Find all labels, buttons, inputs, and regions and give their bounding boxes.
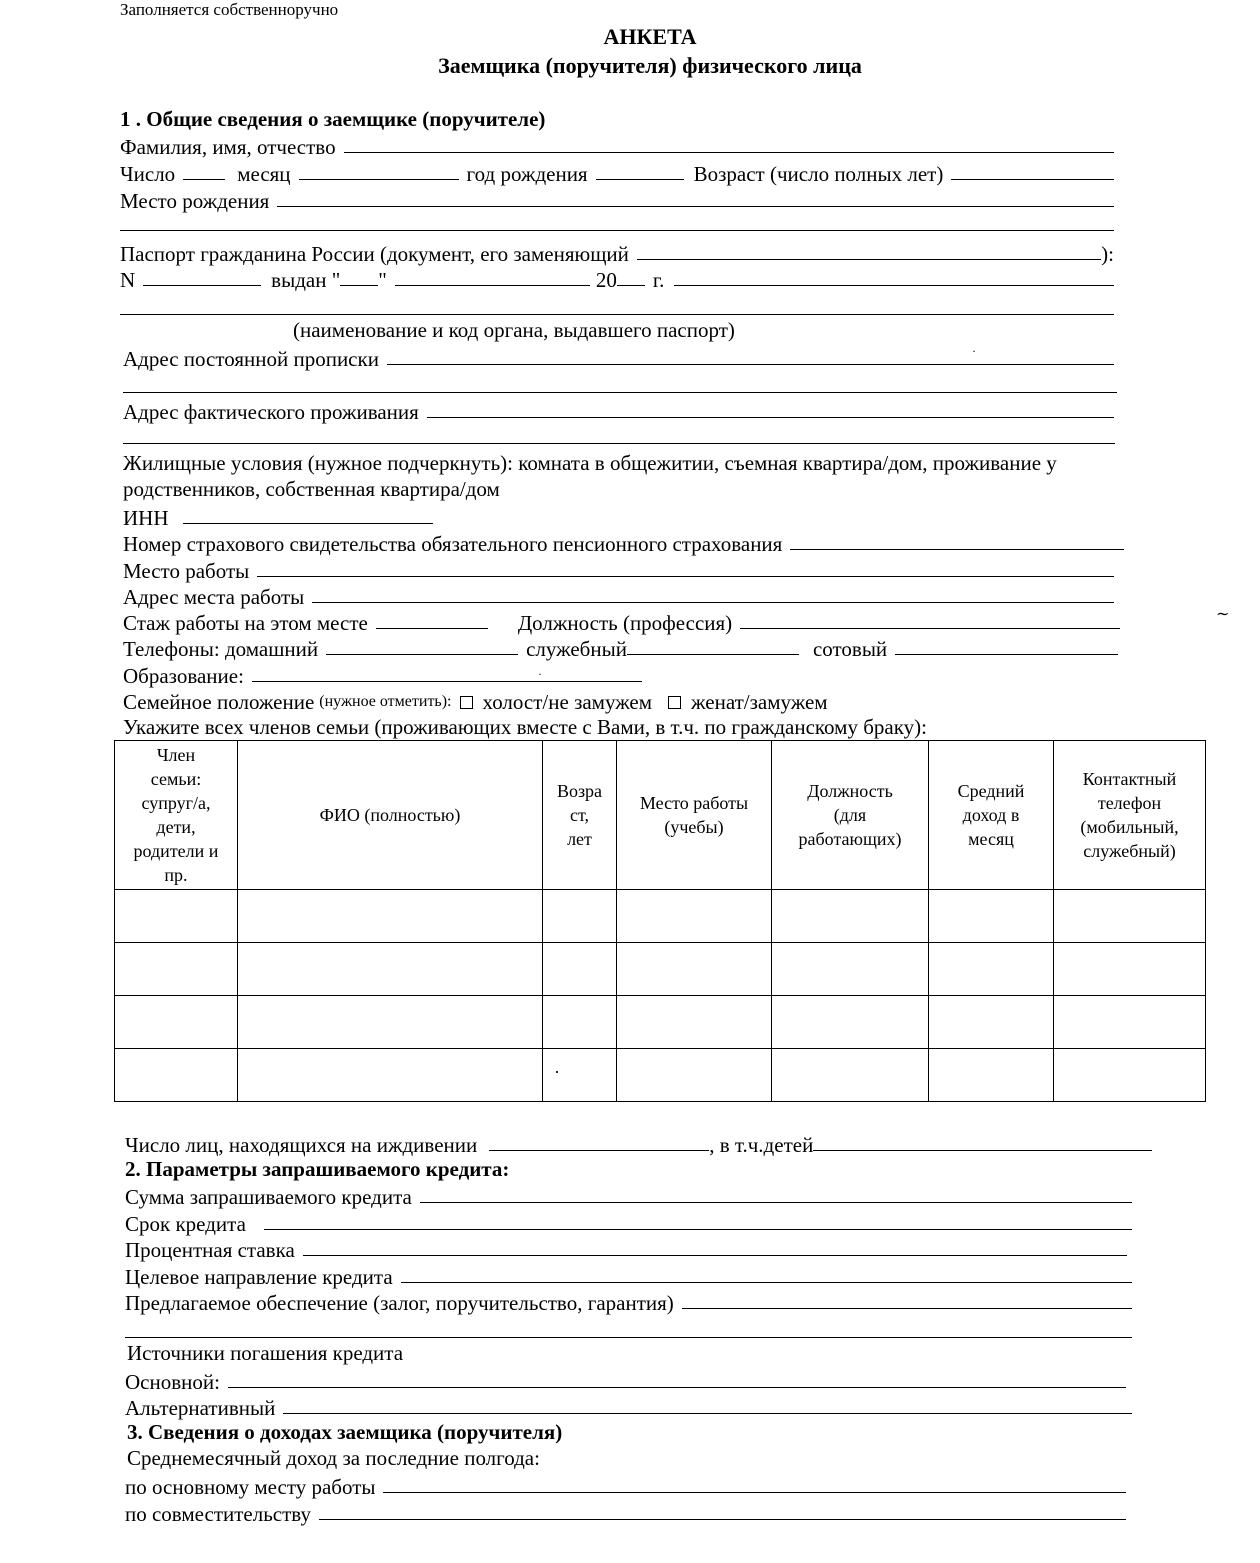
family-table-cell[interactable] xyxy=(1054,943,1206,996)
form-subtitle: Заемщика (поручителя) физического лица xyxy=(438,53,862,78)
main-job-income-field[interactable] xyxy=(383,1474,1126,1493)
work-place-field[interactable] xyxy=(257,558,1114,577)
part-time-income-row xyxy=(125,1499,1126,1525)
family-table-cell[interactable] xyxy=(617,996,772,1049)
tenure-row xyxy=(123,608,1120,634)
work-phone-label: служебный xyxy=(526,637,627,661)
actual-address-row xyxy=(123,397,1114,423)
part-time-income-label: по совместительству xyxy=(125,1502,311,1526)
section1-heading: 1 . Общие сведения о заемщике (поручителе) xyxy=(120,107,546,131)
fio-row xyxy=(120,132,1114,158)
issued-label: выдан " xyxy=(271,268,341,292)
family-table-header-cell: Должность (для работающих) xyxy=(772,741,929,890)
housing-line2: родственников, собственная квартира/дом xyxy=(123,477,500,501)
marital-hint: (нужное отметить): xyxy=(319,693,452,710)
header-note: Заполняется собственноручно xyxy=(120,0,339,19)
passport-row xyxy=(120,239,1114,265)
form-title: АНКЕТА xyxy=(603,24,697,49)
snils-row xyxy=(123,529,1124,555)
marital-label: Семейное положение xyxy=(123,690,315,714)
tenure-field[interactable] xyxy=(376,610,488,629)
term-row xyxy=(125,1209,1132,1235)
rate-field[interactable] xyxy=(303,1237,1127,1256)
sources-label: Источники погашения кредита xyxy=(127,1341,404,1365)
family-table-cell[interactable] xyxy=(772,943,929,996)
family-table-cell[interactable] xyxy=(617,943,772,996)
alt-source-row xyxy=(125,1393,1132,1419)
amount-label: Сумма запрашиваемого кредита xyxy=(125,1185,412,1209)
family-table xyxy=(114,740,1206,1102)
work-place-row xyxy=(123,556,1114,582)
alt-source-label: Альтернативный xyxy=(125,1396,276,1420)
work-place-label: Место работы xyxy=(123,559,250,583)
passport-n-label: N xyxy=(120,268,136,292)
main-job-income-label: по основному месту работы xyxy=(125,1475,376,1499)
reg-address-row xyxy=(123,344,1114,370)
family-table-row xyxy=(115,1049,1206,1102)
education-field[interactable] xyxy=(252,663,642,682)
term-field[interactable] xyxy=(264,1211,1132,1230)
family-table-cell[interactable] xyxy=(1054,890,1206,943)
single-option-label: холост/не замужем xyxy=(482,690,653,714)
marital-row xyxy=(123,687,1114,713)
part-time-income-field[interactable] xyxy=(319,1501,1126,1520)
collateral-field-line2[interactable] xyxy=(125,1337,1132,1338)
family-table-cell[interactable] xyxy=(115,1049,238,1102)
month-field[interactable] xyxy=(299,161,459,180)
family-table-cell[interactable] xyxy=(543,890,617,943)
collateral-label: Предлагаемое обеспечение (залог, поручительство, гарантия) xyxy=(125,1291,674,1315)
tenure-label: Стаж работы на этом месте xyxy=(123,611,368,635)
mobile-label: сотовый xyxy=(812,637,888,661)
family-table-header-cell: Средний доход в месяц xyxy=(929,741,1054,890)
family-table-body xyxy=(115,890,1206,1102)
purpose-row xyxy=(125,1262,1132,1288)
work-address-field[interactable] xyxy=(312,584,1114,603)
day-label: Число xyxy=(120,162,176,186)
issued-day-field[interactable] xyxy=(340,267,378,286)
reg-address-label: Адрес постоянной прописки xyxy=(123,347,379,371)
scan-speck: · xyxy=(538,667,542,681)
main-source-label: Основной: xyxy=(125,1370,220,1394)
family-table-cell[interactable] xyxy=(929,943,1054,996)
inn-field[interactable] xyxy=(183,505,433,524)
age-field[interactable] xyxy=(951,161,1114,180)
amount-row xyxy=(125,1182,1132,1208)
family-table-header-cell: Контактный телефон (мобильный, служебный) xyxy=(1054,741,1206,890)
day-field[interactable] xyxy=(183,161,225,180)
actual-address-label: Адрес фактического проживания xyxy=(123,400,419,424)
collateral-field[interactable] xyxy=(682,1290,1132,1309)
amount-field[interactable] xyxy=(420,1184,1132,1203)
birthplace-row xyxy=(120,186,1114,212)
fio-label: Фамилия, имя, отчество xyxy=(120,135,336,159)
issued-year-field[interactable] xyxy=(617,267,645,286)
family-table-cell[interactable] xyxy=(543,943,617,996)
dependents-label: Число лиц, находящихся на иждивении xyxy=(125,1133,478,1157)
family-table-header-cell: Член семьи: супруг/а, дети, родители и пр. xyxy=(115,741,238,890)
family-table-cell[interactable] xyxy=(238,996,543,1049)
dependents-field[interactable] xyxy=(489,1132,709,1151)
purpose-field[interactable] xyxy=(401,1264,1132,1283)
actual-address-field-line2[interactable] xyxy=(123,443,1115,444)
term-label: Срок кредита xyxy=(125,1212,246,1236)
family-table-cell[interactable] xyxy=(115,996,238,1049)
family-table-cell[interactable] xyxy=(772,890,929,943)
section2-heading: 2. Параметры запрашиваемого кредита: xyxy=(125,1157,510,1181)
snils-label: Номер страхового свидетельства обязательного пенсионного страхования xyxy=(123,532,783,556)
work-phone-field[interactable] xyxy=(627,636,799,655)
section3-heading: 3. Сведения о доходах заемщика (поручителя) xyxy=(127,1420,563,1444)
collateral-row xyxy=(125,1288,1132,1314)
children-label: , в т.ч.детей xyxy=(709,1133,814,1157)
phones-label: Телефоны: домашний xyxy=(123,637,319,661)
family-table-cell[interactable] xyxy=(115,943,238,996)
scan-speck: ∼ xyxy=(1216,606,1230,623)
work-address-label: Адрес места работы xyxy=(123,585,305,609)
century-label: 20 xyxy=(595,268,617,292)
alt-source-field[interactable] xyxy=(283,1395,1132,1414)
married-checkbox[interactable] xyxy=(668,696,681,709)
month-label: месяц xyxy=(237,162,291,186)
family-table-cell[interactable] xyxy=(115,890,238,943)
passport-label: Паспорт гражданина России (документ, его заменяющий xyxy=(120,242,629,266)
birth-date-row xyxy=(120,159,1114,185)
family-table-cell[interactable] xyxy=(929,1049,1054,1102)
passport-doc-field[interactable] xyxy=(637,241,1101,260)
family-table-cell[interactable] xyxy=(238,943,543,996)
family-table-row xyxy=(115,890,1206,943)
inn-label: ИНН xyxy=(123,506,169,530)
snils-field[interactable] xyxy=(790,531,1124,550)
family-table-cell[interactable] xyxy=(238,1049,543,1102)
family-table-header-row xyxy=(115,741,1206,890)
married-option-label: женат/замужем xyxy=(691,690,828,714)
family-table-row xyxy=(115,996,1206,1049)
family-table-header-cell: ФИО (полностью) xyxy=(238,741,543,890)
passport-number-field[interactable] xyxy=(143,267,261,286)
issued-month-field[interactable] xyxy=(395,267,590,286)
family-table-cell[interactable] xyxy=(772,996,929,1049)
family-table-row xyxy=(115,943,1206,996)
family-table-cell[interactable] xyxy=(617,1049,772,1102)
birthplace-label: Место рождения xyxy=(120,189,270,213)
passport-close: ): xyxy=(1101,242,1114,266)
rate-row xyxy=(125,1235,1127,1261)
position-label: Должность (профессия) xyxy=(517,611,733,635)
scan-speck: · xyxy=(972,344,976,358)
home-phone-field[interactable] xyxy=(326,636,518,655)
family-table-cell[interactable] xyxy=(772,1049,929,1102)
reg-address-field[interactable] xyxy=(387,346,1114,365)
family-table-cell[interactable] xyxy=(543,996,617,1049)
passport-number-row xyxy=(120,265,1114,291)
family-table-header-cell: Возра ст, лет xyxy=(543,741,617,890)
rate-label: Процентная ставка xyxy=(125,1238,295,1262)
scan-speck: · xyxy=(554,1062,560,1082)
main-job-income-row xyxy=(125,1472,1126,1498)
birthplace-field-line2[interactable] xyxy=(120,230,1114,231)
phones-row xyxy=(123,634,1118,660)
age-label: Возраст (число полных лет) xyxy=(693,162,944,186)
main-source-row xyxy=(125,1367,1126,1393)
avg-income-label: Среднемесячный доход за последние полгода: xyxy=(127,1446,540,1470)
children-field[interactable] xyxy=(813,1132,1152,1151)
fio-field[interactable] xyxy=(344,134,1114,153)
inn-row xyxy=(123,503,1114,529)
issuer-caption: (наименование и код органа, выдавшего паспорт) xyxy=(293,318,735,342)
birthplace-field[interactable] xyxy=(277,188,1114,207)
work-address-row xyxy=(123,582,1114,608)
family-table-cell[interactable] xyxy=(929,996,1054,1049)
single-checkbox[interactable] xyxy=(460,696,473,709)
issued-quote: " xyxy=(378,268,387,292)
housing-line1: Жилищные условия (нужное подчеркнуть): комната в общежитии, съемная квартира/дом, проживание у xyxy=(123,451,1057,475)
education-row xyxy=(123,661,1114,687)
issuer-field[interactable] xyxy=(674,267,1114,286)
purpose-label: Целевое направление кредита xyxy=(125,1265,393,1289)
year-suffix: г. xyxy=(652,268,665,292)
main-source-field[interactable] xyxy=(228,1369,1126,1388)
family-prompt: Укажите всех членов семьи (проживающих вместе с Вами, в т.ч. по гражданскому браку): xyxy=(123,715,927,739)
family-table-cell[interactable] xyxy=(238,890,543,943)
family-table-cell[interactable] xyxy=(1054,1049,1206,1102)
reg-address-field-line2[interactable] xyxy=(123,392,1117,393)
issuer-field-line2[interactable] xyxy=(120,314,1114,315)
position-field[interactable] xyxy=(740,610,1120,629)
year-field[interactable] xyxy=(596,161,684,180)
family-table-header-cell: Место работы (учебы) xyxy=(617,741,772,890)
actual-address-field[interactable] xyxy=(427,399,1114,418)
education-label: Образование: xyxy=(123,664,244,688)
family-table-cell[interactable] xyxy=(1054,996,1206,1049)
family-table-cell[interactable] xyxy=(617,890,772,943)
year-label: год рождения xyxy=(466,162,588,186)
mobile-phone-field[interactable] xyxy=(895,636,1118,655)
dependents-row xyxy=(125,1130,1152,1156)
family-table-cell[interactable] xyxy=(929,890,1054,943)
